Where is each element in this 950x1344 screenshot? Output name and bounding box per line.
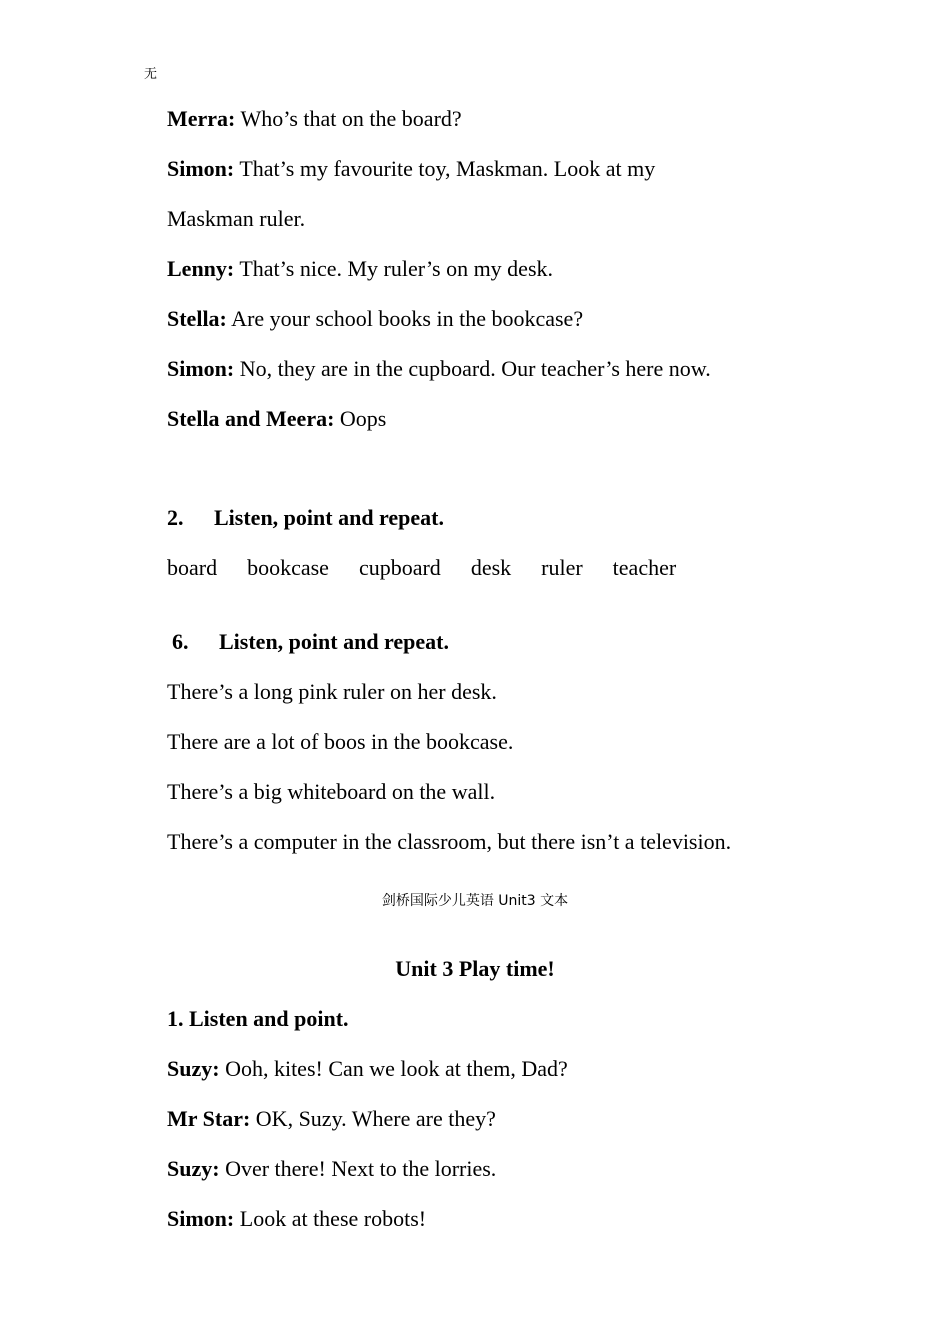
section-title: Listen, point and repeat. — [219, 629, 450, 654]
vocabulary-word: board — [167, 555, 218, 580]
speaker-name: Stella: — [167, 306, 227, 331]
dialogue-text: Look at these robots! — [234, 1206, 427, 1231]
vocabulary-word: bookcase — [247, 555, 329, 580]
dialogue-text: That’s nice. My ruler’s on my desk. — [234, 256, 554, 281]
dialogue-line — [167, 255, 553, 283]
unit-title: Unit 3 Play time! — [395, 956, 555, 981]
speaker-name: Merra: — [167, 106, 236, 131]
section-title: Listen, point and repeat. — [214, 505, 445, 530]
dialogue-text: Over there! Next to the lorries. — [219, 1156, 497, 1181]
dialogue-text: Ooh, kites! Can we look at them, Dad? — [219, 1056, 568, 1081]
dialogue-text: OK, Suzy. Where are they? — [250, 1106, 496, 1131]
speaker-name: Lenny: — [167, 256, 235, 281]
document-subtitle: 剑桥国际少儿英语 Unit3 文本 — [381, 893, 569, 909]
speaker-name: Suzy: — [167, 1156, 220, 1181]
dialogue-line — [167, 405, 386, 433]
dialogue-line — [167, 105, 462, 133]
dialogue-line — [167, 1105, 496, 1133]
dialogue-line — [167, 355, 711, 383]
speaker-name: Simon: — [167, 156, 235, 181]
section-heading: 1. Listen and point. — [167, 1006, 349, 1031]
dialogue-line — [167, 1055, 568, 1083]
section-number: 6. — [172, 629, 189, 654]
dialogue-text: Who’s that on the board? — [235, 106, 462, 131]
speaker-name: Suzy: — [167, 1056, 220, 1081]
vocabulary-list — [167, 554, 706, 582]
dialogue-text: Are your school books in the bookcase? — [226, 306, 584, 331]
dialogue-line — [167, 305, 583, 333]
speaker-name: Simon: — [167, 356, 235, 381]
vocabulary-word: ruler — [541, 555, 583, 580]
dialogue-text: That’s my favourite toy, Maskman. Look at my — [234, 156, 656, 181]
section-heading — [167, 504, 444, 532]
speaker-name: Mr Star: — [167, 1106, 251, 1131]
speaker-name: Stella and Meera: — [167, 406, 335, 431]
dialogue-line — [167, 155, 655, 183]
sentence-line: There’s a long pink ruler on her desk. — [167, 679, 497, 704]
header-mark: 无 — [144, 67, 158, 82]
sentence-line: There’s a computer in the classroom, but there isn’t a television. — [167, 829, 732, 854]
dialogue-text: No, they are in the cupboard. Our teacher’s here now. — [234, 356, 711, 381]
dialogue-line — [167, 1155, 496, 1183]
vocabulary-word: cupboard — [358, 555, 441, 580]
dialogue-line — [167, 205, 305, 233]
section-number: 2. — [167, 505, 184, 530]
dialogue-text: Maskman ruler. — [167, 206, 306, 231]
dialogue-text: Oops — [334, 406, 387, 431]
sentence-line: There are a lot of boos in the bookcase. — [167, 729, 514, 754]
section-heading — [167, 628, 449, 656]
speaker-name: Simon: — [167, 1206, 235, 1231]
vocabulary-word: desk — [470, 555, 512, 580]
vocabulary-word: teacher — [612, 555, 677, 580]
dialogue-line — [167, 1205, 426, 1233]
sentence-line: There’s a big whiteboard on the wall. — [167, 779, 496, 804]
